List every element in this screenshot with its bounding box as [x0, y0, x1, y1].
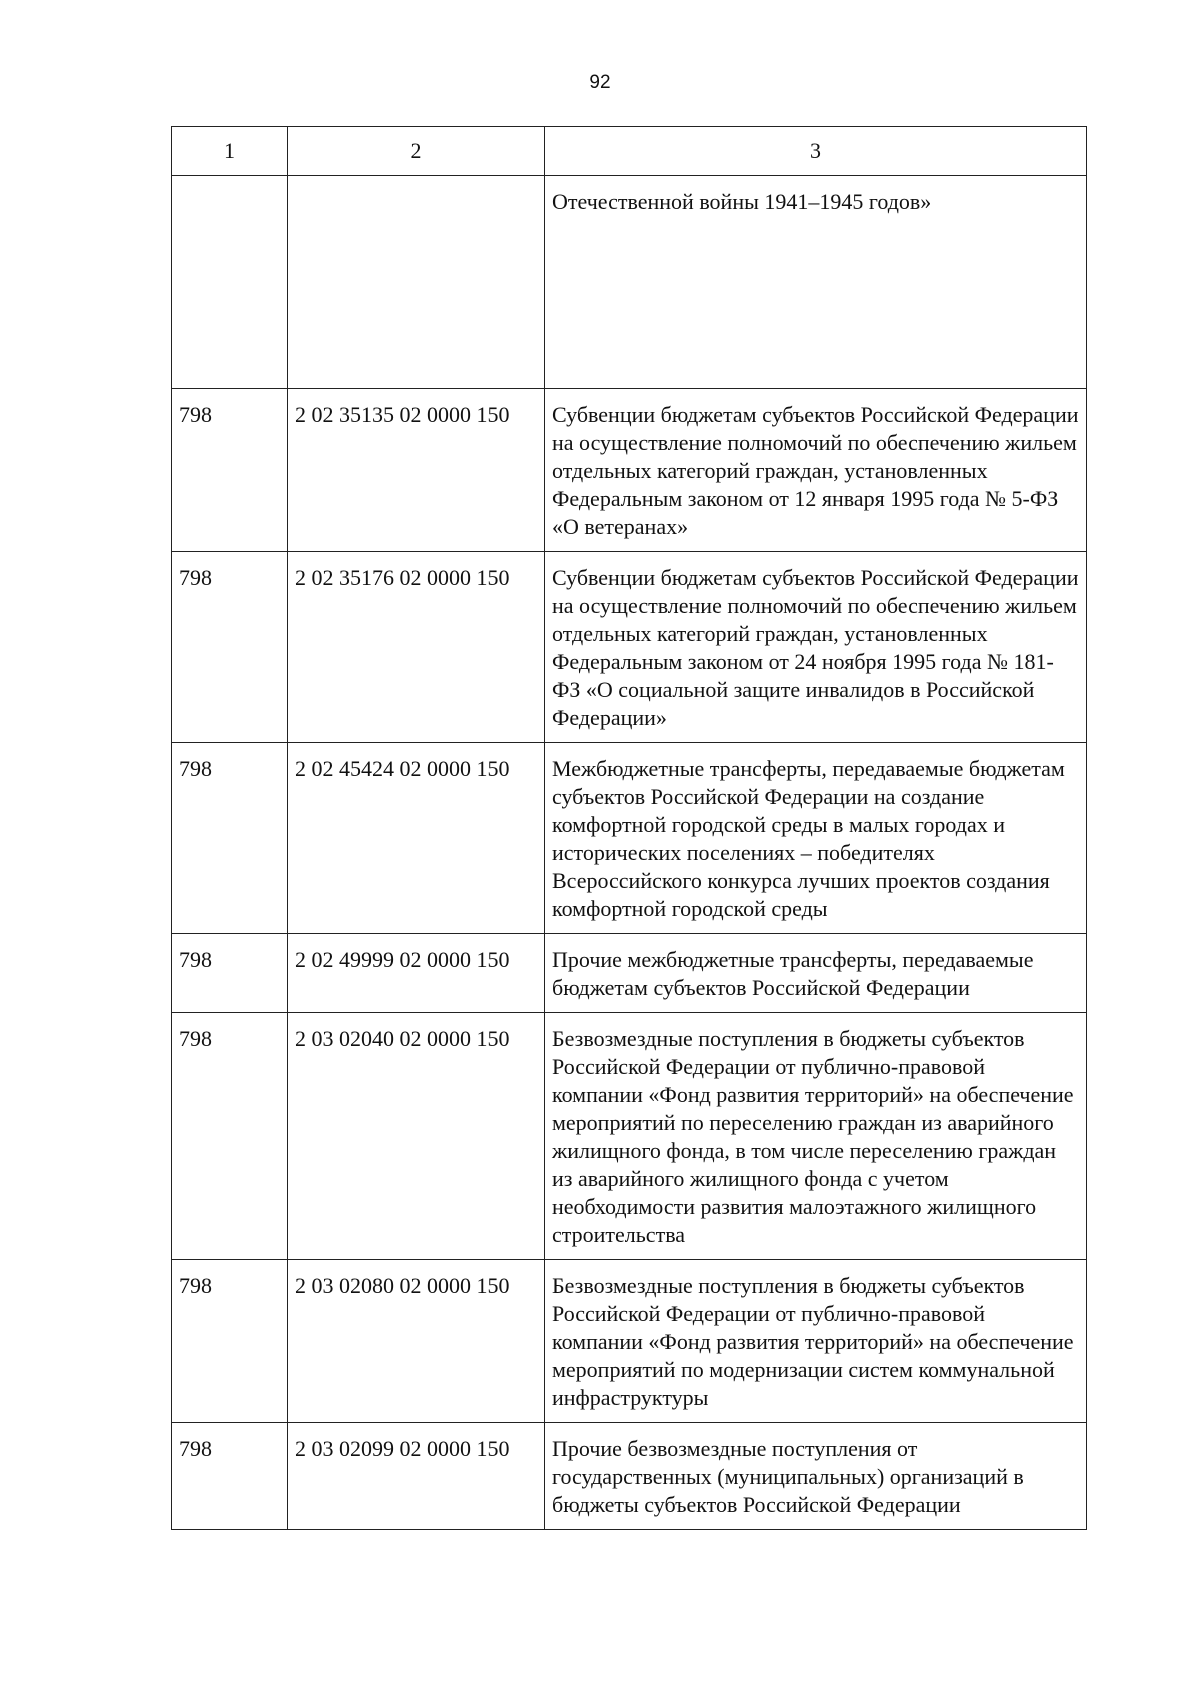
admin-code-cell [172, 176, 288, 389]
table-row [172, 1423, 1087, 1530]
income-code-cell: 2 02 45424 02 0000 150 [288, 743, 545, 934]
description-cell: Субвенции бюджетам субъектов Российской Федерации на осуществление полномочий по обеспечению жильем отдельных категорий граждан, установленных Федеральным законом от 12 января 1995 года № 5-ФЗ «О ветеранах» [545, 389, 1087, 552]
income-code-cell: 2 03 02080 02 0000 150 [288, 1260, 545, 1423]
income-code-cell: 2 02 35135 02 0000 150 [288, 389, 545, 552]
table-row [172, 1013, 1087, 1260]
table-header-row [172, 127, 1087, 176]
admin-code-cell: 798 [172, 743, 288, 934]
admin-code-cell: 798 [172, 1260, 288, 1423]
description-cell: Прочие безвозмездные поступления от государственных (муниципальных) организаций в бюджеты субъектов Российской Федерации [545, 1423, 1087, 1530]
admin-code-cell: 798 [172, 934, 288, 1013]
page-number: 92 [589, 72, 611, 93]
admin-code-cell: 798 [172, 389, 288, 552]
income-code-cell: 2 03 02040 02 0000 150 [288, 1013, 545, 1260]
description-cell: Межбюджетные трансферты, передаваемые бюджетам субъектов Российской Федерации на создание комфортной городской среды в малых городах и исторических поселениях – победителях Всероссийского конкурса лучших проектов создания комфортной городской среды [545, 743, 1087, 934]
description-cell: Отечественной войны 1941–1945 годов» [545, 176, 1087, 389]
description-cell: Безвозмездные поступления в бюджеты субъектов Российской Федерации от публично-правовой компании «Фонд развития территорий» на обеспечение мероприятий по модернизации систем коммунальной инфраструктуры [545, 1260, 1087, 1423]
table-row [172, 743, 1087, 934]
income-code-cell: 2 02 49999 02 0000 150 [288, 934, 545, 1013]
column-header-1: 1 [172, 127, 288, 176]
table-row [172, 1260, 1087, 1423]
description-cell: Прочие межбюджетные трансферты, передаваемые бюджетам субъектов Российской Федерации [545, 934, 1087, 1013]
admin-code-cell: 798 [172, 1423, 288, 1530]
income-code-cell: 2 03 02099 02 0000 150 [288, 1423, 545, 1530]
column-header-2: 2 [288, 127, 545, 176]
column-header-3: 3 [545, 127, 1087, 176]
table-row [172, 552, 1087, 743]
table-row [172, 934, 1087, 1013]
description-cell: Субвенции бюджетам субъектов Российской Федерации на осуществление полномочий по обеспечению жильем отдельных категорий граждан, установленных Федеральным законом от 24 ноября 1995 года № 181-ФЗ «О социальной защите инвалидов в Российской Федерации» [545, 552, 1087, 743]
table-row [172, 389, 1087, 552]
table-row-continuation [172, 176, 1087, 389]
admin-code-cell: 798 [172, 1013, 288, 1260]
income-code-cell [288, 176, 545, 389]
income-code-cell: 2 02 35176 02 0000 150 [288, 552, 545, 743]
income-codes-table [171, 126, 1087, 1530]
admin-code-cell: 798 [172, 552, 288, 743]
description-cell: Безвозмездные поступления в бюджеты субъектов Российской Федерации от публично-правовой компании «Фонд развития территорий» на обеспечение мероприятий по переселению граждан из аварийного жилищного фонда, в том числе переселению граждан из аварийного жилищного фонда с учетом необходимости развития малоэтажного жилищного строительства [545, 1013, 1087, 1260]
